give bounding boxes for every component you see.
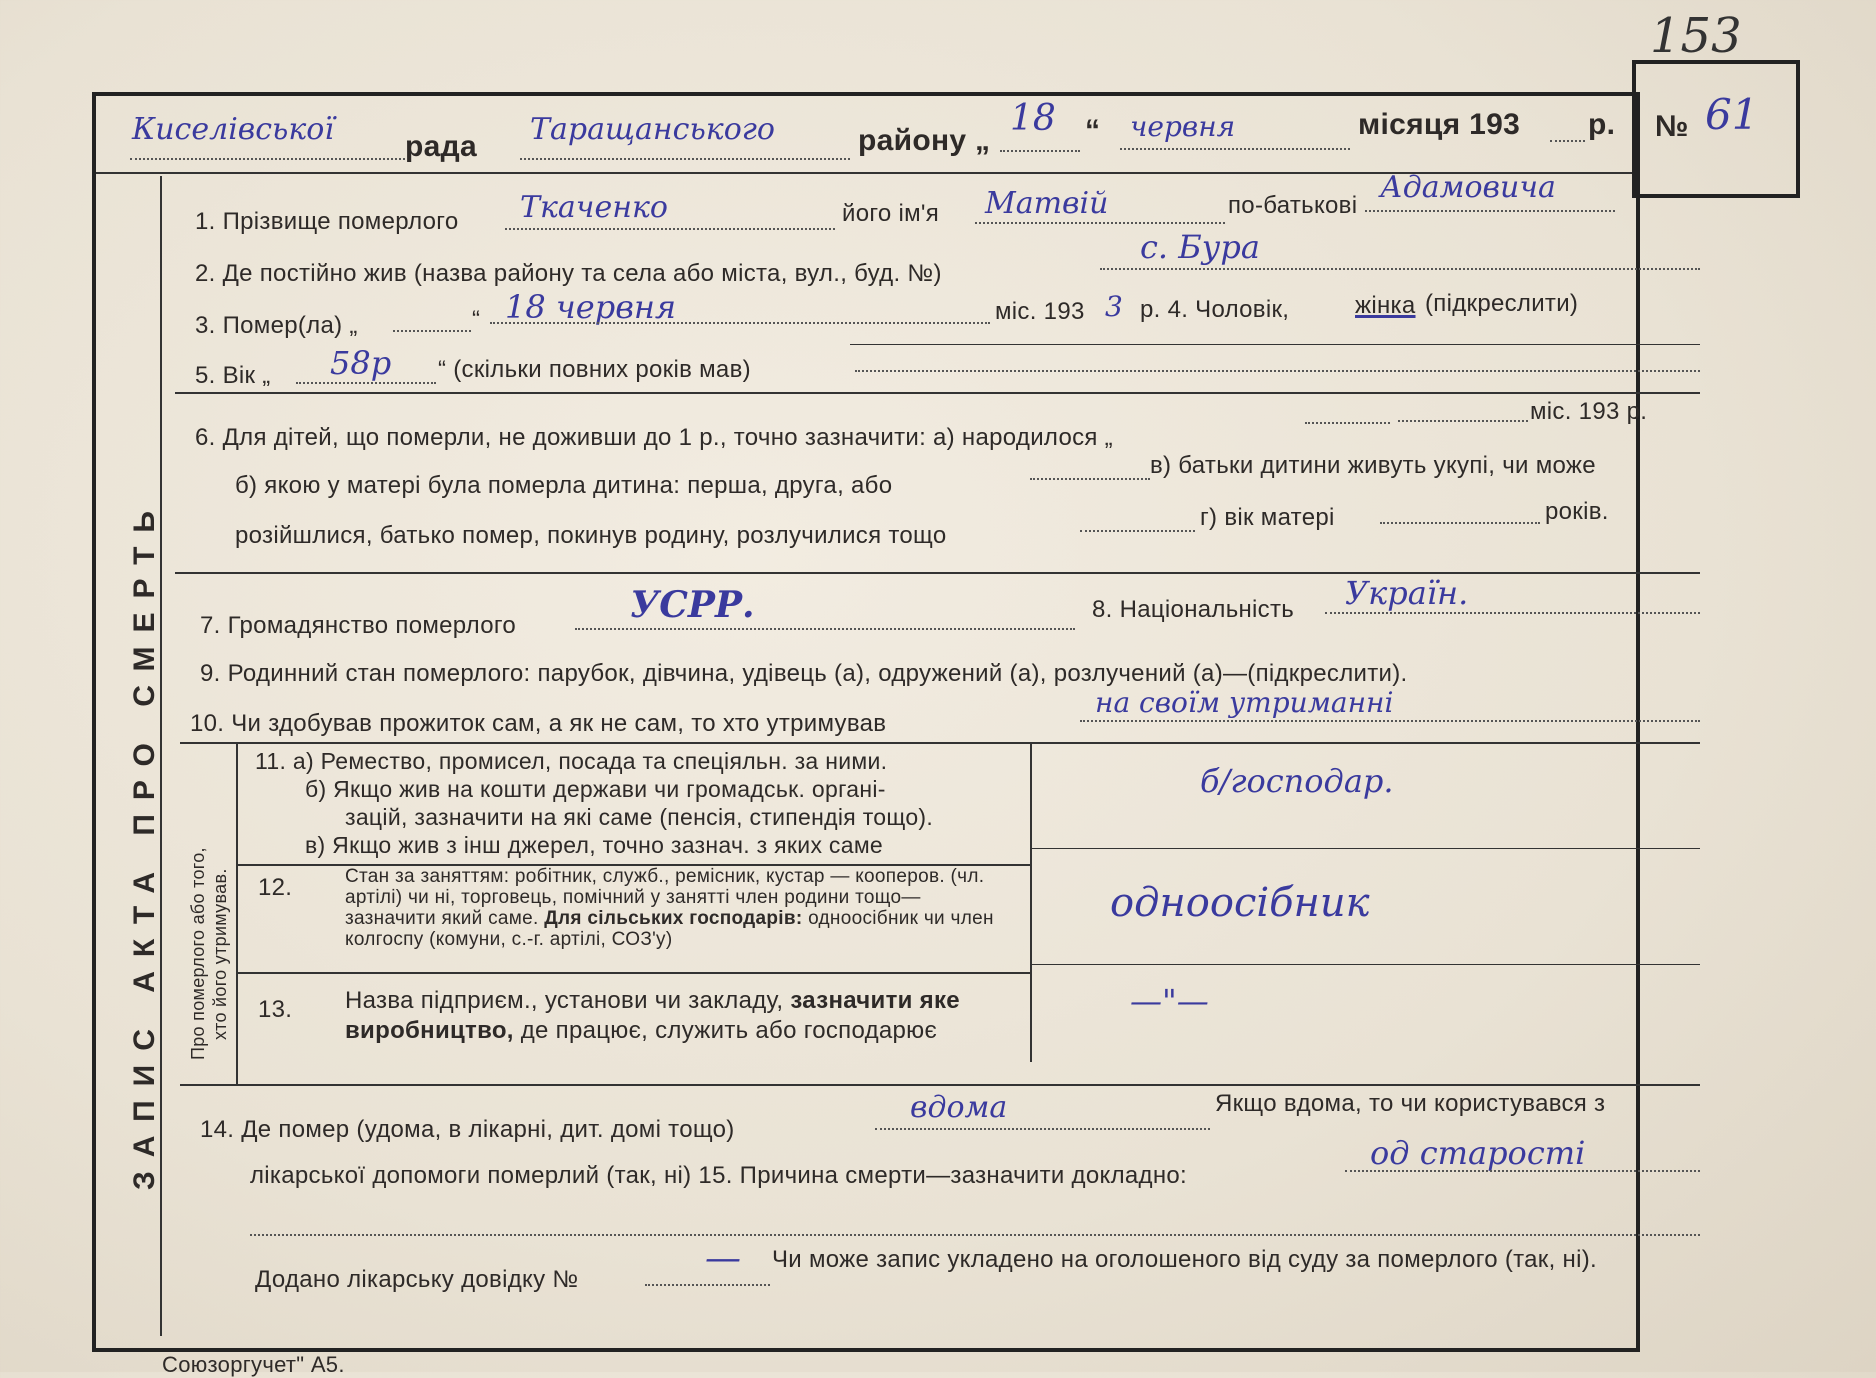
f3-quote: “: [472, 306, 481, 333]
f14-suffix: Якщо вдома, то чи користувався з: [1215, 1090, 1606, 1117]
f13-value: —"—: [1130, 982, 1209, 1020]
f8-dots: [1325, 612, 1700, 614]
f3-rule: [850, 344, 1700, 345]
f4-female: жінка: [1355, 292, 1416, 319]
f3-dots: [490, 322, 990, 324]
f10-label: 10. Чи здобував прожиток сам, а як не сам, то хто утримував: [190, 710, 887, 737]
f11b1: б) Якщо жив на кошти держави чи громадськ. органі-: [305, 776, 886, 802]
f6-line3b: г) вік матері: [1200, 504, 1335, 531]
f8-value: Україн.: [1345, 574, 1469, 612]
f13-text-part2: де працює, служить або господарює: [520, 1017, 938, 1044]
district-dots: [520, 158, 850, 160]
f7-dots: [575, 628, 1075, 630]
f10-divider: [180, 742, 1700, 744]
f12-text-part2: одноосібник чи член колгоспу (комуни, с.-г. артілі, СОЗ'у): [345, 908, 994, 950]
month-name: червня: [1130, 110, 1236, 143]
side-subtitle-2: хто його утримував.: [210, 868, 230, 1040]
f6-age-dots: [1380, 522, 1540, 524]
f12-value: одноосібник: [1110, 880, 1370, 926]
f5-label: 5. Вік „: [195, 362, 271, 389]
f13-text-bold: зазначити яке виробництво,: [345, 987, 960, 1044]
footer-value: —: [705, 1238, 741, 1279]
rada-label: рада: [405, 130, 477, 163]
f7-label: 7. Громадянство померлого: [200, 612, 517, 639]
f15-value: од старості: [1370, 1134, 1586, 1172]
printer-mark: Союзоргучет" А5.: [162, 1352, 345, 1377]
f6-line3a: розійшлися, батько помер, покинув родину, розлучилися тощо: [235, 522, 947, 549]
f1-patronymic-dots: [1365, 210, 1615, 212]
f10-value: на своїм утриманні: [1095, 686, 1394, 719]
block-inner-right: [1030, 744, 1032, 1062]
f1-name: Матвій: [985, 186, 1109, 221]
f9-label: 9. Родинний стан померлого: парубок, дівчина, удівець (а), одружений (а), розлучений (а)—(підкреслити).: [200, 660, 1408, 687]
day-quote: “: [1085, 114, 1101, 147]
f14-value: вдома: [910, 1090, 1008, 1125]
f15-label: лікарської допомоги померлий (так, ні) 15. Причина смерти—зазначити докладно:: [250, 1162, 1187, 1189]
f11a: 11. а) Ремество, промисел, посада та спеціяльн. за ними.: [255, 748, 888, 774]
f12-divider: [238, 972, 1030, 974]
f3-value: 18 червня: [505, 288, 677, 326]
f2-value: с. Бура: [1140, 228, 1260, 266]
f5-rest-dots: [855, 370, 1700, 372]
f1-patronymic-label: по-батькові: [1228, 192, 1358, 219]
f13-num: 13.: [258, 996, 293, 1023]
district-name: Таращанського: [530, 112, 775, 147]
block-inner-left: [236, 744, 238, 1084]
f1-surname-dots: [505, 228, 835, 230]
f3-label: 3. Помер(ла) „: [195, 312, 358, 339]
number-label: №: [1655, 110, 1689, 143]
side-title: ЗАПИС АКТА ПРО СМЕРТЬ: [128, 497, 161, 1190]
f12-text: [345, 866, 1010, 970]
number-value: 61: [1705, 90, 1759, 139]
f13-divider: [180, 1084, 1700, 1086]
f5-dots: [296, 382, 436, 384]
f3-suffix: міс. 193: [995, 298, 1085, 325]
f10-dots: [1080, 720, 1700, 722]
f5-divider: [175, 392, 1700, 394]
f12-text-bold: Для сільських господарів:: [544, 908, 803, 929]
f14-dots: [875, 1128, 1210, 1130]
footer-suffix: Чи може запис укладено на оголошеного від суду за померлого (так, ні).: [772, 1246, 1597, 1273]
f1-surname: Ткаченко: [520, 190, 668, 225]
month-dots: [1120, 148, 1350, 150]
footer-label: Додано лікарську довідку №: [255, 1266, 579, 1293]
f3-day-dots: [393, 330, 471, 332]
side-subtitle-1: Про померлого або того,: [188, 847, 208, 1060]
f12-value-divider: [1032, 964, 1700, 965]
f1-label: 1. Прізвище померлого: [195, 208, 459, 235]
f6-divider: [175, 572, 1700, 574]
f6-line1-end: міс. 193 р.: [1530, 398, 1648, 425]
f5-value: 58р: [330, 344, 392, 382]
day-dots: [1000, 150, 1080, 152]
f4-label: р. 4. Чоловік,: [1140, 296, 1290, 323]
f11c: в) Якщо жив з інш джерел, точно зазнач. з яких саме: [305, 832, 884, 858]
f1-name-dots: [975, 222, 1225, 224]
f2-dots: [1100, 268, 1700, 270]
f7-value: УСРР.: [630, 584, 755, 626]
f6-month-dots: [1398, 420, 1528, 422]
f15-extra-dots: [250, 1234, 1700, 1236]
f12-text-part1: Стан за заняттям: робітник, служб., ремісник, кустар — кооперов. (чл. артілі) чи ні, торговець, помічний у занятті член родини тощо—зазначити який саме.: [345, 866, 985, 929]
village-dots: [130, 158, 405, 160]
f1-patronymic: Адамовича: [1380, 170, 1556, 205]
day-value: 18: [1010, 98, 1056, 139]
year-suffix: р.: [1588, 108, 1616, 141]
f15-dots: [1345, 1170, 1700, 1172]
f6-line1: 6. Для дітей, що померли, не доживши до 1 р., точно зазначити: а) народилося „: [195, 424, 1113, 451]
f11-value: б/господар.: [1200, 762, 1394, 800]
f11b2: зацій, зазначити на які саме (пенсія, стипендія тощо).: [345, 804, 934, 830]
f2-label: 2. Де постійно жив (назва району та села або міста, вул., буд. №): [195, 260, 942, 287]
f6-line3-dots: [1080, 530, 1195, 532]
f6-line3c: років.: [1545, 498, 1609, 525]
f6-line2-dots: [1030, 478, 1150, 480]
f6-line2a: б) якою у матері була померла дитина: перша, друга, або: [235, 472, 893, 499]
f4-suffix: (підкреслити): [1425, 290, 1579, 317]
district-label: району „: [858, 124, 991, 157]
f11-value-divider: [1032, 848, 1700, 849]
f13-text-part1: Назва підприєм., установи чи закладу,: [345, 987, 784, 1014]
village-name: Киселівської: [132, 112, 334, 147]
f6-day-dots: [1305, 422, 1390, 424]
f12-num: 12.: [258, 874, 293, 901]
page-number: 153: [1650, 8, 1742, 64]
f8-label: 8. Національність: [1092, 596, 1295, 623]
f5-suffix: “ (скільки повних років мав): [438, 356, 751, 383]
year-dots: [1550, 140, 1585, 142]
f6-line2b: в) батьки дитини живуть укупі, чи може: [1150, 452, 1596, 479]
footer-dots: [645, 1284, 770, 1286]
f1-name-label: його ім'я: [842, 200, 940, 227]
f3-year-digit: 3: [1105, 290, 1123, 323]
f13-text: [345, 986, 1015, 1046]
month-year-label: місяця 193: [1358, 108, 1521, 141]
f14-label: 14. Де помер (удома, в лікарні, дит. домі тощо): [200, 1116, 735, 1143]
